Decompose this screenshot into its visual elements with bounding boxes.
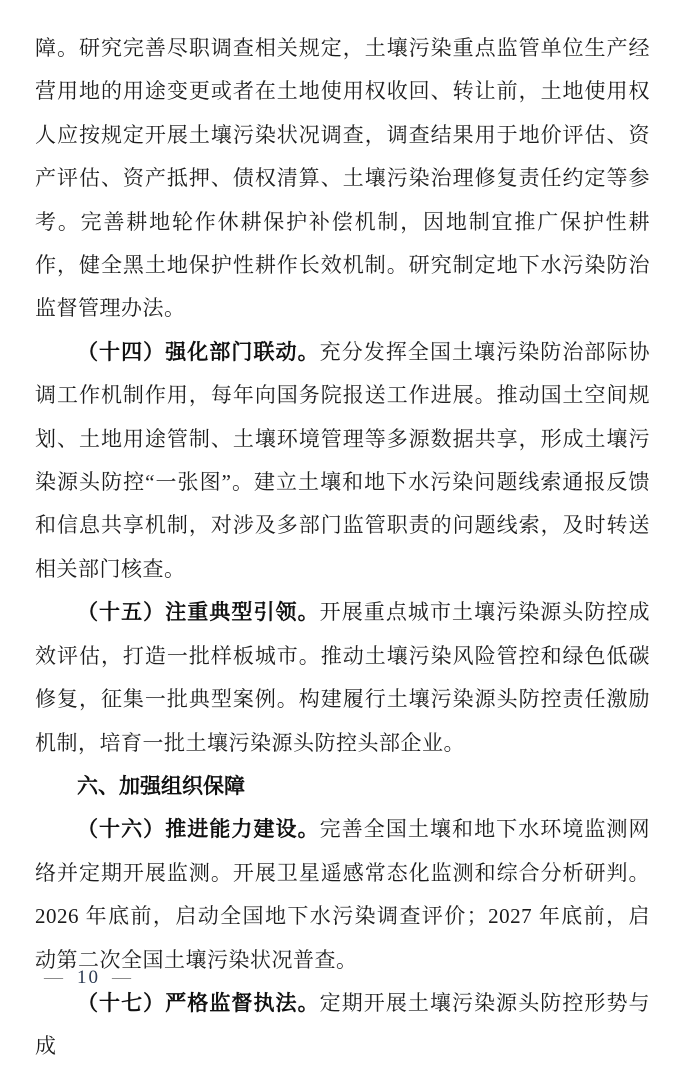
footer-dash-right: — [112,967,133,988]
item-16-text: 完善全国土壤和地下水环境监测网络并定期开展监测。开展卫星遥感常态化监测和综合分析研判。2026 年底前，启动全国地下水污染调查评价；2027 年底前，启动第二次全国土壤污染状况普查。 [35,817,651,972]
section-heading-6: 六、加强组织保障 [77,774,245,798]
page-number: 10 [77,967,100,988]
item-16-lead: （十六）推进能力建设。 [77,817,320,842]
footer-dash-left: — [44,967,65,988]
item-14-lead: （十四）强化部门联动。 [77,339,320,364]
paragraph-item-15 [35,591,650,765]
page-footer [38,966,139,990]
item-17-text: 定期开展土壤污染源头防控形势与成 [35,990,651,1059]
item-14-text: 充分发挥全国土壤污染防治部际协调工作机制作用，每年向国务院报送工作进展。推动国土空间规划、土地用途管制、土壤环境管理等多源数据共享，形成土壤污染源头防控“一张图”。建立土壤和地下水污染问题线索通报反馈和信息共享机制，对涉及多部门监管职责的问题线索，及时转送相关部门核查。 [35,339,651,581]
item-17-lead: （十七）严格监督执法。 [77,990,320,1015]
paragraph-item-17 [35,982,650,1069]
paragraph-text: 障。研究完善尽职调查相关规定，土壤污染重点监管单位生产经营用地的用途变更或者在土地使用权收回、转让前，土地使用权人应按规定开展土壤污染状况调查，调查结果用于地价评估、资产评估、资产抵押、债权清算、土壤污染治理修复责任约定等参考。完善耕地轮作休耕保护补偿机制，因地制宜推广保护性耕作，健全黑土地保护性耕作长效机制。研究制定地下水污染防治监督管理办法。 [35,36,650,321]
paragraph-item-16 [35,808,650,982]
paragraph-item-14 [35,331,650,591]
item-15-text: 开展重点城市土壤污染源头防控成效评估，打造一批样板城市。推动土壤污染风险管控和绿色低碳修复，征集一批典型案例。构建履行土壤污染源头防控责任激励机制，培育一批土壤污染源头防控头部企业。 [35,600,651,755]
paragraph-continuation [35,27,650,331]
item-15-lead: （十五）注重典型引领。 [77,600,320,625]
